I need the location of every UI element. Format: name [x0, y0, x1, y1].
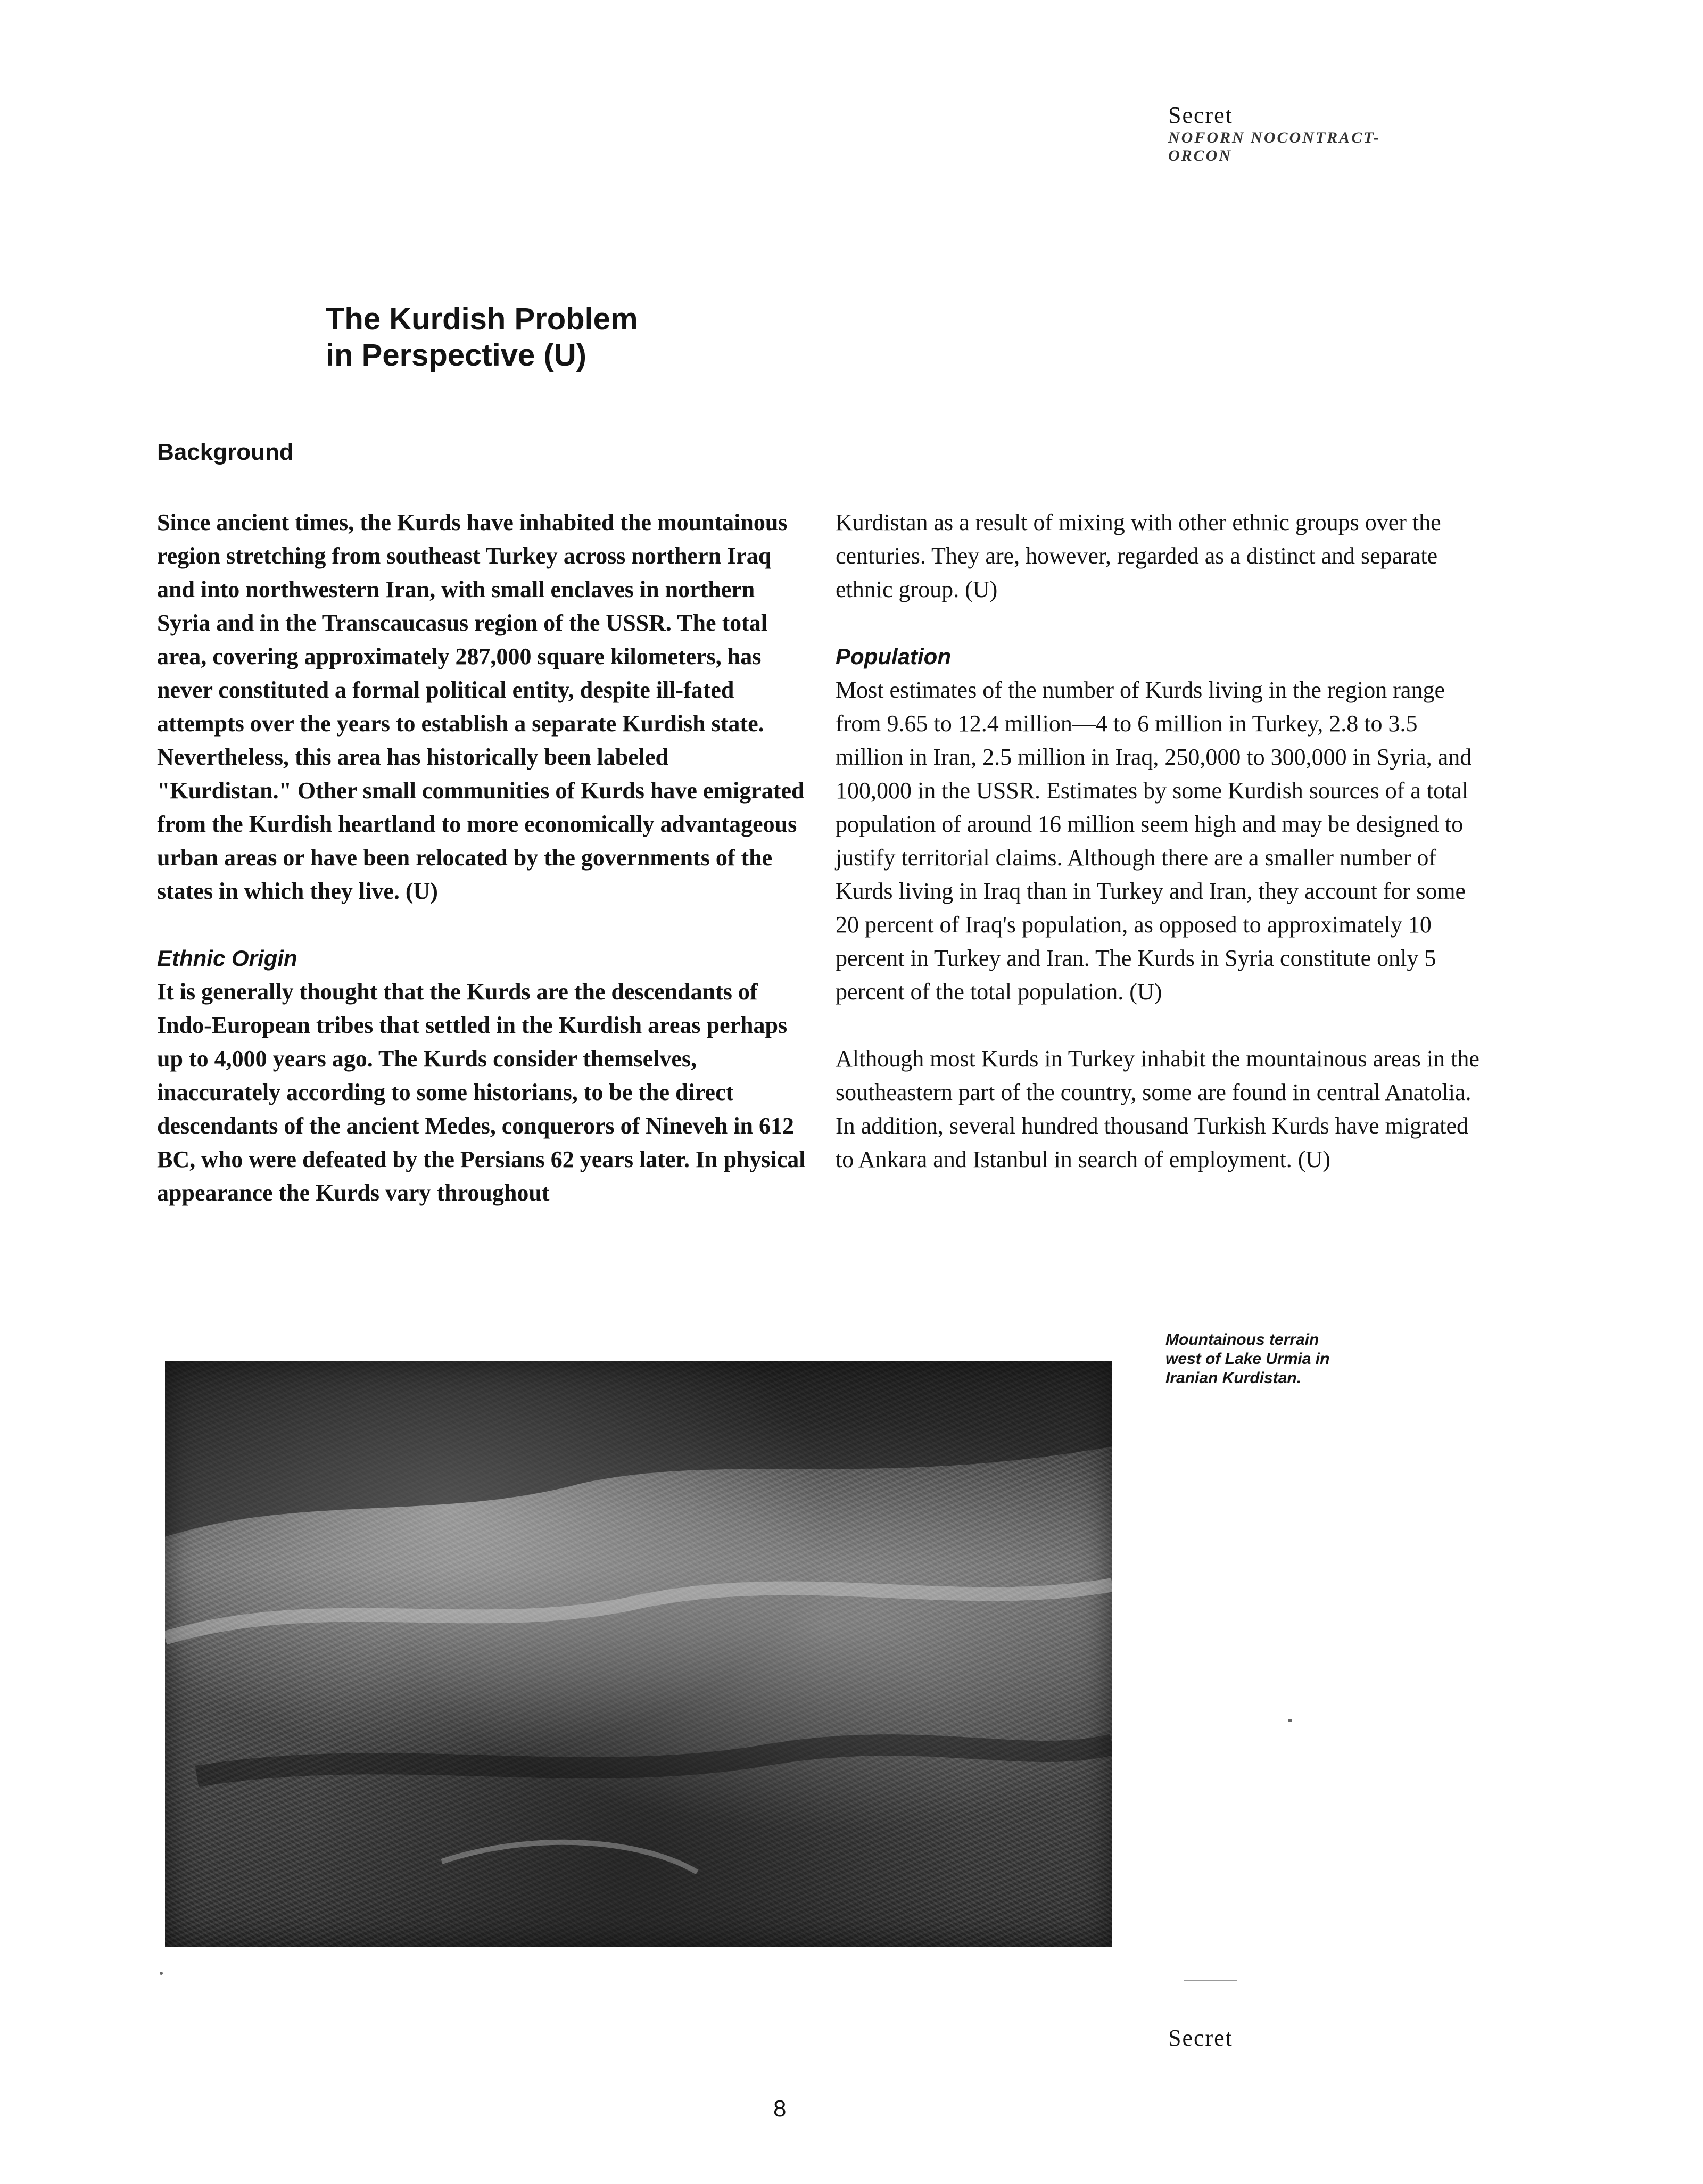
caption-line-1: Mountainous terrain: [1165, 1331, 1319, 1349]
scan-speck: [160, 1972, 163, 1975]
section-heading-background: Background: [157, 439, 294, 465]
subheading-population: Population: [836, 644, 951, 669]
right-column: [836, 506, 1487, 1176]
scan-speck: [1288, 1719, 1292, 1722]
title-line-2: in Perspective (U): [326, 338, 586, 373]
classification-footer: Secret: [1168, 2025, 1233, 2051]
caption-line-3: Iranian Kurdistan.: [1165, 1369, 1302, 1387]
left-column: [157, 506, 809, 1210]
scan-mark: [1184, 1980, 1237, 1981]
caption-line-2: west of Lake Urmia in: [1165, 1350, 1330, 1368]
page-number: 8: [773, 2096, 787, 2122]
classification-label: Secret: [1168, 102, 1233, 128]
ethnic-origin-paragraph: It is generally thought that the Kurds are the descendants of Indo-European tribes that settled in the Kurdish areas perhaps up to 4,000 years ago. The Kurds consider themselves, inaccurately according to some historians, to be the direct descendants of the ancient Medes, conquerors of Nineveh in 612 BC, who were defeated by the Persians 62 years later. In physical appearance the Kurds vary throughout: [157, 979, 806, 1206]
ethnic-origin-paragraph-continued: Kurdistan as a result of mixing with other ethnic groups over the centuries. They are, however, regarded as a distinct and separate ethnic group. (U): [836, 509, 1441, 602]
terrain-photo-texture: [165, 1361, 1112, 1947]
turkey-kurds-paragraph: Although most Kurds in Turkey inhabit the mountainous areas in the southeastern part of the country, some are found in central Anatolia. In addition, several hundred thousand Turkish Kurds have migrated to Ankara and Istanbul in search of employment. (U): [836, 1046, 1479, 1172]
background-paragraph: Since ancient times, the Kurds have inhabited the mountainous region stretching from southeast Turkey across northern Iraq and into northwestern Iran, with small enclaves in northern Syria and in the Transcaucasus region of the USSR. The total area, covering approximately 287,000 square kilometers, has never constituted a formal political entity, despite ill-fated attempts over the years to establish a separate Kurdish state. Nevertheless, this area has historically been labeled "Kurdistan." Other small communities of Kurds have emigrated from the Kurdish heartland to more economically advantageous urban areas or have been relocated by the governments of the states in which they live. (U): [157, 509, 805, 904]
title-line-1: The Kurdish Problem: [326, 302, 638, 336]
mountain-terrain-photo: [165, 1361, 1112, 1947]
subheading-ethnic-origin: Ethnic Origin: [157, 946, 297, 971]
photo-caption: [1165, 1330, 1442, 1388]
population-paragraph: Most estimates of the number of Kurds living in the region range from 9.65 to 12.4 million—4 to 6 million in Turkey, 2.8 to 3.5 million in Iran, 2.5 million in Iraq, 250,000 to 300,000 in Syria, and 100,000 in the USSR. Estimates by some Kurdish sources of a total population of around 16 million seem high and may be designed to justify territorial claims. Although there are a smaller number of Kurds living in Iraq than in Turkey and Iran, they account for some 20 percent of Iraq's population, as opposed to approximately 10 percent in Turkey and Iran. The Kurds in Syria constitute only 5 percent of the total population. (U): [836, 677, 1472, 1005]
classification-header: [1168, 102, 1380, 165]
control-marking-line-1: NOFORN NOCONTRACT-: [1168, 129, 1380, 146]
control-marking-line-2: ORCON: [1168, 147, 1233, 164]
page-title: [326, 301, 638, 374]
